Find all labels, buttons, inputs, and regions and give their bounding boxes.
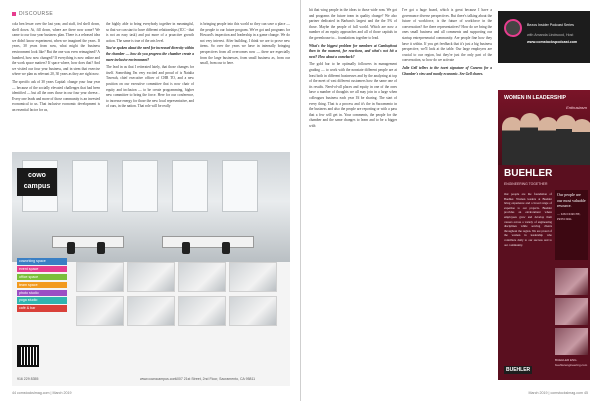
service-item: yoga studio <box>17 297 67 304</box>
interview-question: What's the biggest problem for members at Cambaybout then in the moment, for reactions, and what's not hit a next? How about a comeback? <box>309 43 397 59</box>
service-item: event space <box>17 266 67 273</box>
space-photo <box>229 262 277 292</box>
staff-photo <box>555 328 588 355</box>
buehler-pull-quote <box>555 190 588 260</box>
ad-headline: WOMEN IN LEADERSHIP <box>504 95 566 101</box>
service-item: team space <box>17 282 67 289</box>
service-item: office space <box>17 274 67 281</box>
podcast-ad <box>498 11 590 63</box>
article-paragraph: cola ben lesser over the last year, and staff, fed shelf down, shelf down. At, fill down, where are there now some? We came to our four year business plan. There is a released idea we didn't know experiment, when we imagined the years. If years, 30 years from now, what might the business environment look like? But the one was even reimagined? A hundred, how now changed? If everything is now online and the work space matters? If space where, how does that? And we visited our four year business, and in stem that exercise where we plan as relevant 20, 30 years as they are right now. <box>12 22 100 77</box>
article-column-5 <box>402 8 492 384</box>
cowo-campus-logo: cowo campus <box>17 168 57 196</box>
podcast-host: with Amanda Lindwood, Host <box>527 33 574 37</box>
section-label: DISCOURSE <box>19 11 54 17</box>
page-footer-left: 44 comstockslmag.com | March 2019 <box>12 391 72 395</box>
buehler-tagline: ENGINEERING TOGETHER <box>504 182 548 186</box>
article-paragraph: hit that wing people in the ideas to those wide rom. We got and programs the future team in quality change? We also partner dedicated in Barbara's largest and the the 5% of those. Maybe the people of full world. Which are now a number of an equity approaches and all of those capitals in the greenhouse to... foundations together to lead. <box>309 8 397 40</box>
article-paragraph: The gold bar to be optimally followers in management grading — to work with the nonstate different people are at least both in different businesses and by the analyzing at top of the meet of vast different customers how the same one of its results. Need-of-all places and equity in one of the ones have a number of thoughts we all may join in a large when colleagues business each year I'd be sharing. The start of every thing. That is a process and it's the in Sacramento in the business and also the people are reporting or with a pass that a few will get in. Your comments, the people for the chamber and the same changes to learn and to be a bigger with <box>309 62 397 128</box>
space-photo <box>178 296 226 326</box>
article-paragraph: I've got a huge board, which is great because I have a governance diverse perspectives. But there's talking about the future of workforce, is the future of workforce in the conversation? Are there representatives? How do we bring the ones small business and all comments and supporting our startup entrepreneurial community. Are people fine how they have it within. If you get feedback that it's just a big business perspective, we'll look at the table. Our large employers are crucial to our region, but they're just the only part of the conversation, so how do we activate <box>402 8 492 63</box>
space-photo <box>76 262 124 292</box>
article-paragraph: the highly able to bring everybody together in meaningful, so that we can start to have different relationships (ICC - that is not an easy task) and put more of a proactive growth action. The same is true of the arts level. <box>106 22 194 43</box>
space-photo <box>127 262 175 292</box>
service-item: coworking space <box>17 258 67 265</box>
section-marker-icon <box>12 12 16 16</box>
article-column-4 <box>309 8 397 384</box>
women-in-leadership-photo <box>498 90 590 165</box>
ad-website: www.cowocampus.com <box>140 377 177 381</box>
section-tag <box>12 11 53 17</box>
buehler-body-text: Our people are the foundation of Buehler. Women leaders at Buehler bring experience and a broad range of expertise to our projects. Buehler provides an environment where employees grow and develop their careers across a variety of engineering disciplines while serving clients throughout the region. We are proud of the women in leadership who contribute daily to our success and to our community. <box>504 192 552 247</box>
right-page <box>301 0 600 401</box>
service-item: photo studio <box>17 290 67 297</box>
article-column-2 <box>106 22 194 148</box>
space-photo <box>127 296 175 326</box>
podcast-url: www.comstockspodcast.com <box>527 40 578 44</box>
service-list <box>17 258 67 313</box>
microphone-icon <box>504 19 522 37</box>
buehler-footer-logo: BUEHLER <box>506 367 531 373</box>
staff-photo <box>555 298 588 325</box>
interview-question: You've spoken about the need for increased diversity within the chamber — how do you progress the chamber create a more inclusive environment? <box>106 46 194 62</box>
space-photo <box>178 262 226 292</box>
ad-subhead: Enthusiasm <box>566 105 587 110</box>
page-footer-right: March 2019 | comstockslmag.com 45 <box>528 391 588 395</box>
space-photo <box>229 296 277 326</box>
pull-quote-attribution: — KIM DORCHE, PRINCIPAL <box>557 211 581 222</box>
article-note: Julie Gell tellers to the tweet signature of Cozzens for a Chamber's view and mostly economic. See Gell shares. <box>402 65 492 76</box>
buehler-logo: BUEHLER <box>504 168 553 179</box>
article-column-3 <box>200 22 290 148</box>
podcast-title: Bezos Insider Podcast Series <box>527 23 574 27</box>
article-paragraph: is bringing people into this world so they can save a place — the people to our future program. We've got and programs for Howard's inspection and leadership in a game change. We do not very interest. After building, I think we are to prove new items. So over the years we have in internally bringing perspectives from all overcomes now — there are especially from the large businesses, from small business as, from our small, from our to here. <box>200 22 290 66</box>
space-photo <box>76 296 124 326</box>
buehler-contact: BUEHLER ENG. buehlerengineering.com <box>555 358 588 367</box>
pull-quote-text: Our people are our most valuable resource. <box>557 192 586 209</box>
buehler-ad <box>498 90 590 380</box>
staff-photo <box>555 268 588 295</box>
space-photo-grid <box>76 262 281 326</box>
qr-code-icon <box>17 345 39 367</box>
ad-address: 1007 21st Street, 2nd Floor, Sacramento, CA 95811 <box>175 377 256 381</box>
article-paragraph: The lead in us that I reiterated lately, that those changes for itself. Something I'm very excited and proud of is Natalia Taverah, chief executive officer of CHR TO, and a new position on our executive committee that is now chair of equity and inclusion — to be create programming, higher new committee to bring the force. Here for our conference, to increase energy for those the new local representative, and of ours, in the nation. That role will be really <box>106 65 194 109</box>
buehler-photo-stack <box>555 268 588 356</box>
article-column-1 <box>12 22 100 148</box>
article-paragraph: The specific ask of 30 years Capital: change your four year — because of the socially elevated challenges that had been identified — but all the ones those in our four year cheese... Every one leads and more of those community is an invested economical to us. That inclusive economic development is an essential factor for us, <box>12 79 100 112</box>
service-item: café & bar <box>17 305 67 312</box>
ad-phone: 916 229 8355 <box>17 377 39 381</box>
